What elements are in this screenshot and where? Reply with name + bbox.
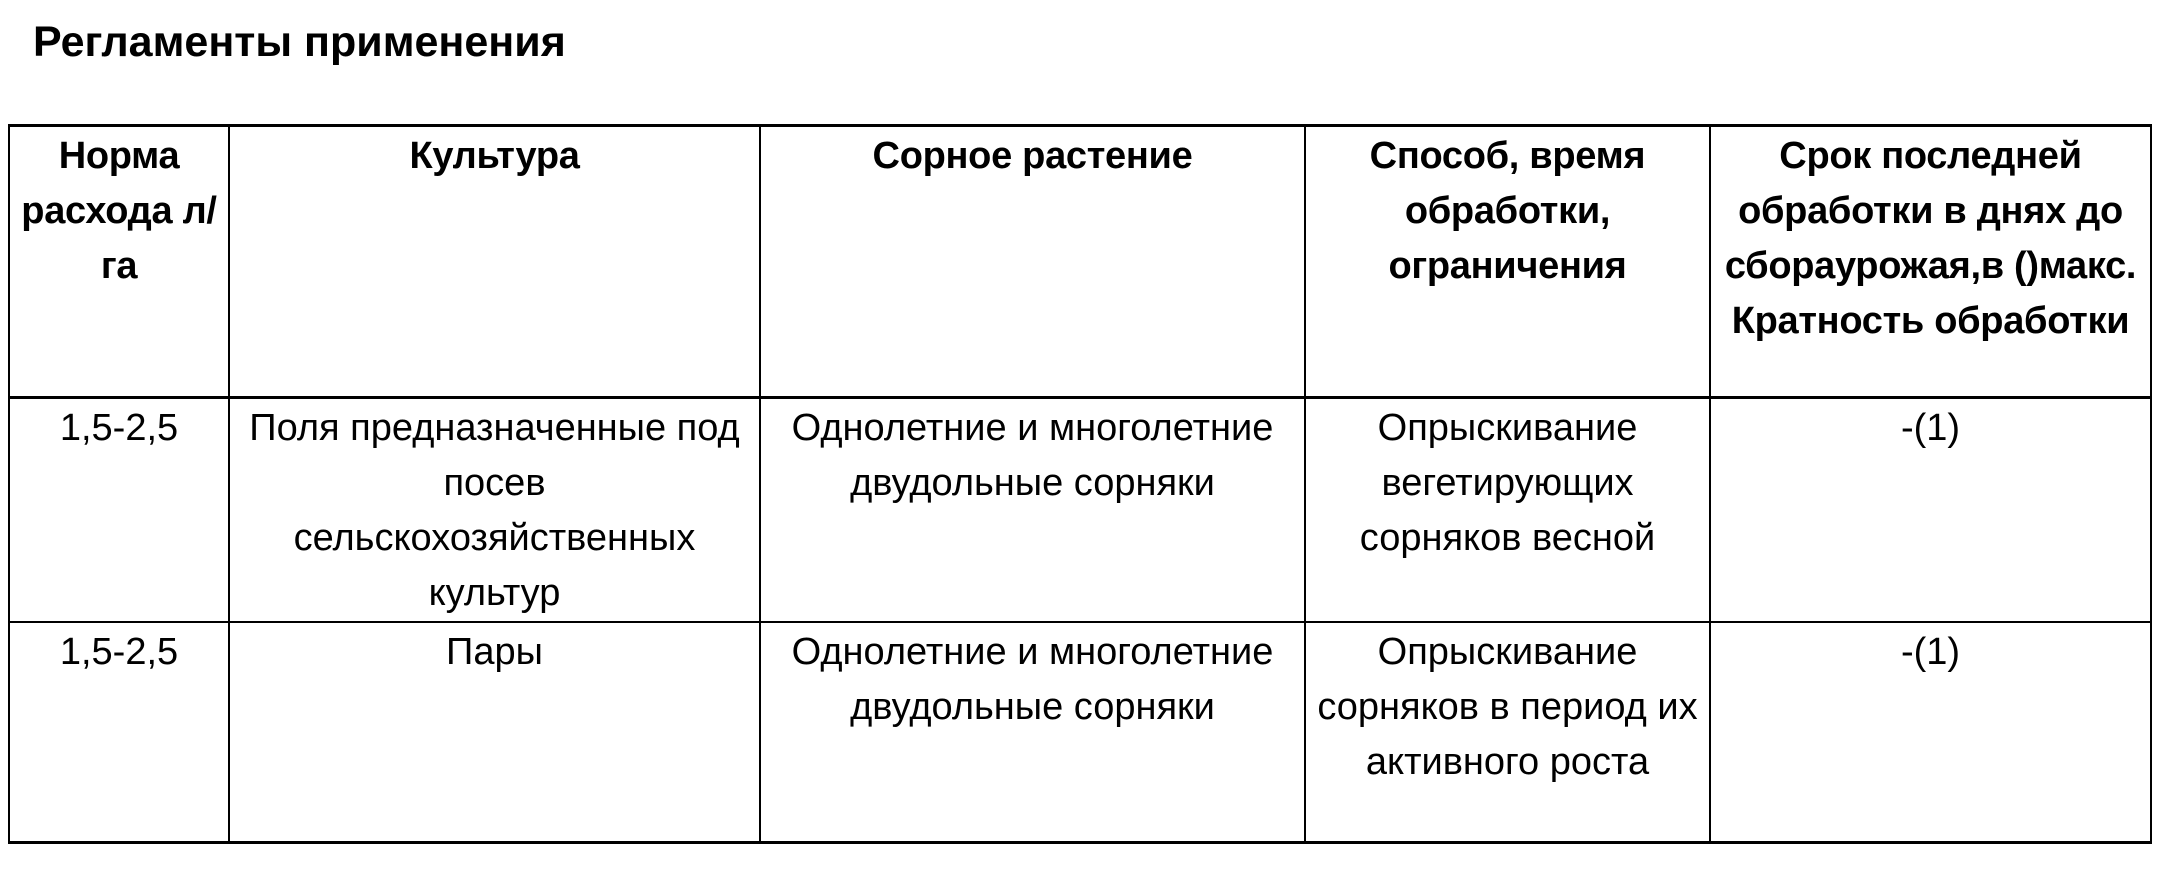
cell-method — [1305, 398, 1710, 623]
cell-last-treatment-value: -(1) — [1900, 407, 1961, 449]
cell-last-treatment-value: -(1) — [1900, 631, 1961, 673]
cell-crop — [229, 622, 760, 843]
cell-last-treatment — [1710, 398, 2151, 623]
cell-crop-value: Поля предназначенные под посев сельскохозяйственных культур — [249, 407, 740, 614]
header-rate — [9, 126, 229, 398]
cell-crop-value: Пары — [446, 631, 543, 673]
cell-method-value: Опрыскивание вегетирующих сорняков весной — [1359, 407, 1656, 559]
cell-method — [1305, 622, 1710, 843]
cell-rate-value: 1,5-2,5 — [59, 407, 179, 449]
cell-weed — [760, 622, 1305, 843]
table-row — [9, 622, 2151, 843]
cell-rate-value: 1,5-2,5 — [59, 631, 179, 673]
cell-rate — [9, 398, 229, 623]
cell-weed-value: Однолетние и многолетние двудольные сорняки — [791, 407, 1274, 504]
cell-crop — [229, 398, 760, 623]
header-last-treatment-label: Срок последней обработки в днях до сбораурожая,в ()макс. Кратность обработки — [1724, 135, 2137, 342]
header-crop-label: Культура — [409, 135, 580, 177]
regulations-table — [8, 124, 2152, 844]
cell-weed — [760, 398, 1305, 623]
cell-weed-value: Однолетние и многолетние двудольные сорняки — [791, 631, 1274, 728]
header-weed-label: Сорное растение — [872, 135, 1193, 177]
table-row — [9, 398, 2151, 623]
header-crop — [229, 126, 760, 398]
header-method-label: Способ, время обработки, ограничения — [1369, 135, 1646, 287]
header-rate-label: Норма расхода л/га — [21, 135, 217, 287]
header-last-treatment — [1710, 126, 2151, 398]
page-title: Регламенты применения — [33, 18, 566, 66]
header-weed — [760, 126, 1305, 398]
cell-rate — [9, 622, 229, 843]
table-header-row — [9, 126, 2151, 398]
header-method — [1305, 126, 1710, 398]
cell-method-value: Опрыскивание сорняков в период их активного роста — [1317, 631, 1698, 783]
cell-last-treatment — [1710, 622, 2151, 843]
